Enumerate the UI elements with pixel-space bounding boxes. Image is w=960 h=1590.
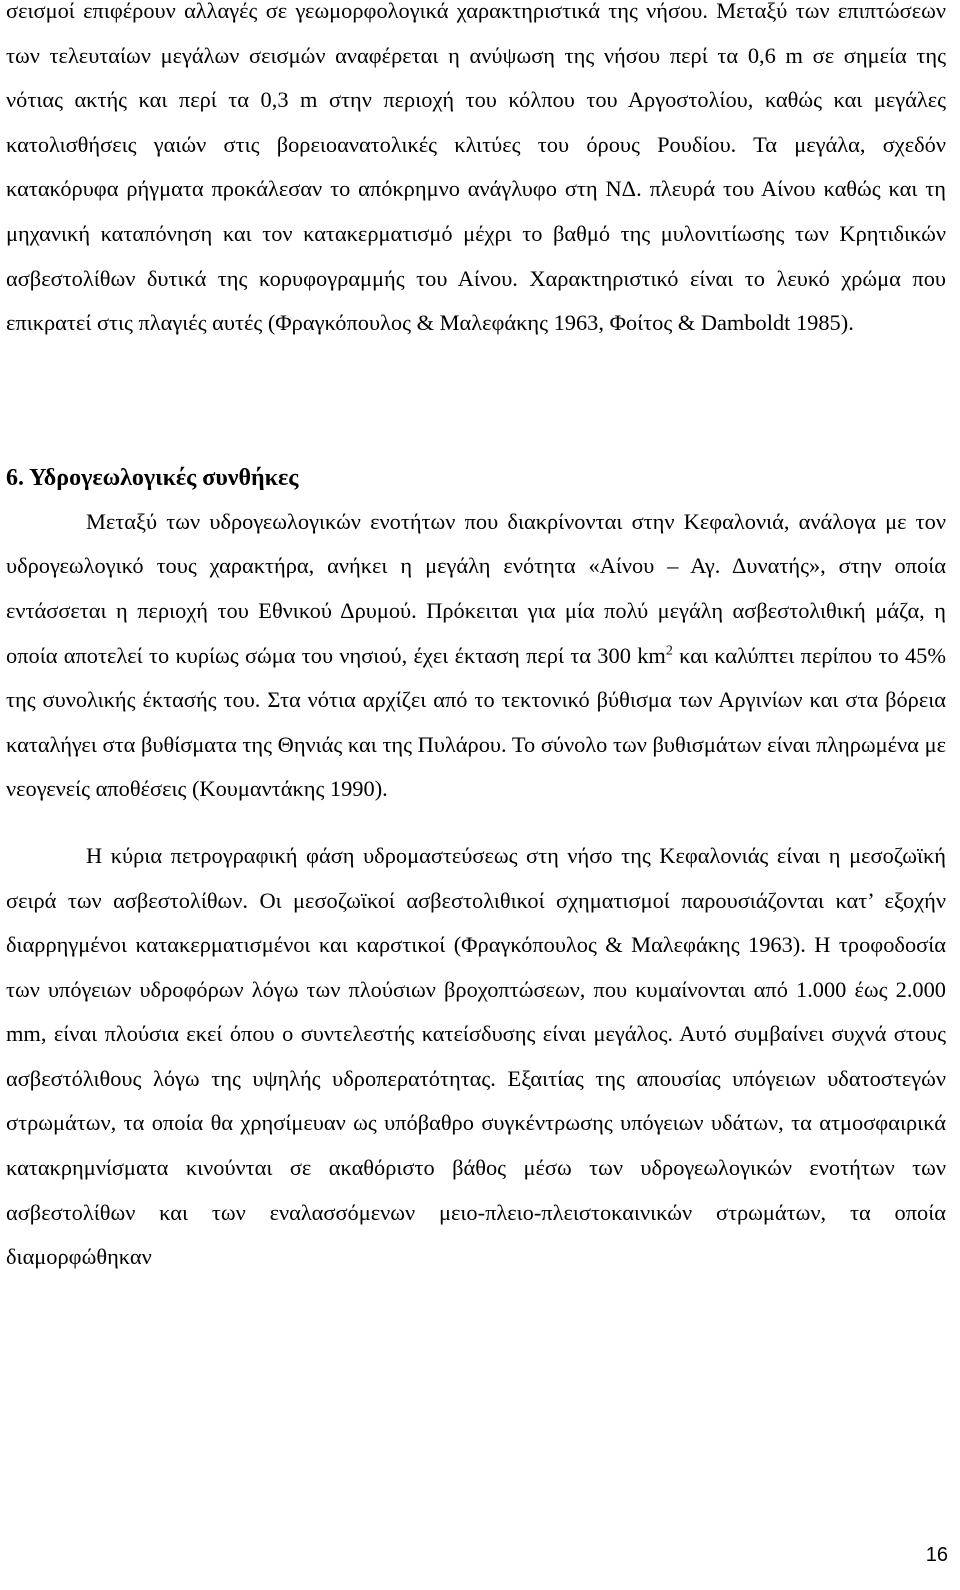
page-number: 16 xyxy=(925,1544,948,1566)
paragraph-text-part1: Μεταξύ των υδρογεωλογικών ενοτήτων που διακρίνονται στην Κεφαλονιά, ανάλογα με τον υδρογεωλογικό τους χαρακτήρα, ανήκει η μεγάλη ενότητα «Αίνου – Αγ. Δυνατής», στην οποία εντάσσεται η περιοχή του Εθνικού Δρυμού. Πρόκειται για μία πολύ μεγάλη ασβεστολιθική μάζα, η οποία αποτελεί το κυρίως σώμα του νησιού, έχει έκταση περί τα 300 km xyxy=(6,508,946,668)
section-heading-hydrogeology: 6. Υδρογεωλογικές συνθήκες xyxy=(6,464,299,491)
paragraph-seismic-effects: σεισμοί επιφέρουν αλλαγές σε γεωμορφολογικά χαρακτηριστικά της νήσου. Μεταξύ των επιπτώσεων των τελευταίων μεγάλων σεισμών αναφέρεται η ανύψωση της νήσου περί τα 0,6 m σε σημεία της νότιας ακτής και περί τα 0,3 m στην περιοχή του κόλπου του Αργοστολίου, καθώς και μεγάλες κατολισθήσεις γαιών στις βορειοανατολικές κλιτύες του όρους Ρουδίου. Τα μεγάλα, σχεδόν κατακόρυφα ρήγματα προκάλεσαν το απόκρημνο ανάγλυφο στη ΝΔ. πλευρά του Αίνου καθώς και τη μηχανική καταπόνηση και τον κατακερματισμό μέχρι το βαθμό της μυλονιτίωσης των Κρητιδικών ασβεστολίθων δυτικά της κορυφογραμμής του Αίνου. Χαρακτηριστικό είναι το λευκό χρώμα που επικρατεί στις πλαγιές αυτές (Φραγκόπουλος & Μαλεφάκης 1963, Φοίτος & Damboldt 1985). xyxy=(6,0,946,336)
paragraph-hydrogeological-units xyxy=(6,500,946,812)
superscript-exponent: 2 xyxy=(665,643,673,659)
document-page xyxy=(6,0,946,1280)
section-spacer xyxy=(6,346,946,456)
paragraph-petrographic-phase: Η κύρια πετρογραφική φάση υδρομαστεύσεως στη νήσο της Κεφαλονιάς είναι η μεσοζωϊκή σειρά των ασβεστολίθων. Οι μεσοζωϊκοί ασβεστολιθικοί σχηματισμοί παρουσιάζονται κατ’ εξοχήν διαρρηγμένοι κατακερματισμένοι και καρστικοί (Φραγκόπουλος & Μαλεφάκης 1963). Η τροφοδοσία των υπόγειων υδροφόρων λόγω των πλούσιων βροχοπτώσεων, που κυμαίνονται από 1.000 έως 2.000 mm, είναι πλούσια εκεί όπου ο συντελεστής κατείσδυσης είναι μεγάλος. Αυτό συμβαίνει συχνά στους ασβεστόλιθους λόγω της υψηλής υδροπερατότητας. Εξαιτίας της απουσίας υπόγειων υδατοστεγών στρωμάτων, τα οποία θα χρησίμευαν ως υπόβαθρο συγκέντρωσης υπόγειων υδάτων, τα ατμοσφαιρικά κατακρημνίσματα κινούνται σε ακαθόριστο βάθος μέσω των υδρογεωλογικών ενοτήτων των ασβεστολίθων και των εναλασσόμενων μειο-πλειο-πλειστοκαινικών στρωμάτων, τα οποία διαμορφώθηκαν xyxy=(6,842,946,1270)
paragraph-text-part2: και καλύπτει περίπου το 45% της συνολικής έκτασής του. Στα νότια αρχίζει από το τεκτονικό βύθισμα των Αργινίων και στα βόρεια καταλήγει στα βυθίσματα της Θηνιάς και της Πυλάρου. Το σύνολο των βυθισμάτων είναι πληρωμένα με νεογενείς αποθέσεις (Κουμαντάκης 1990). xyxy=(6,642,946,802)
paragraph-spacer xyxy=(6,812,946,834)
